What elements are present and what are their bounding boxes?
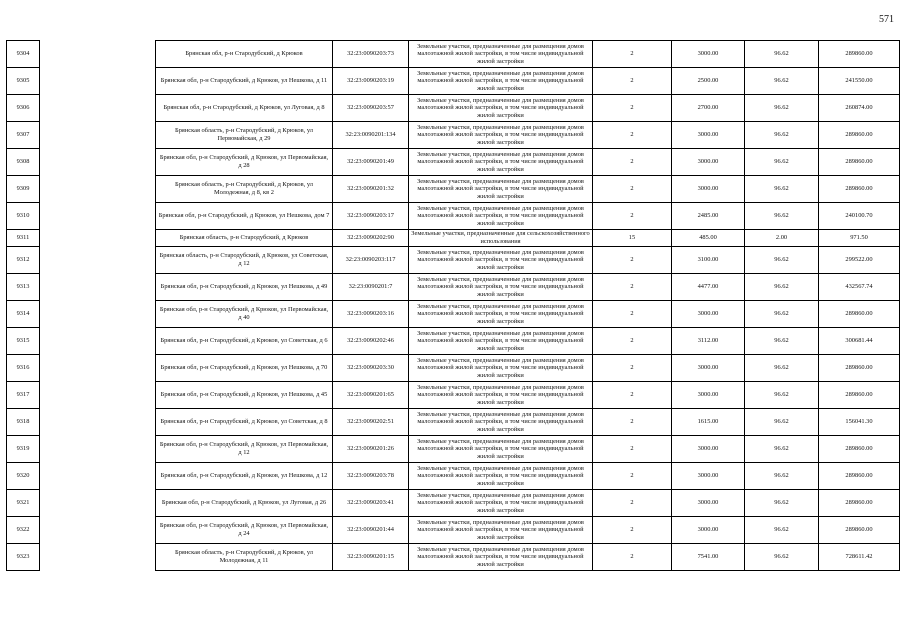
table-row	[7, 382, 900, 409]
spacer-cell	[40, 149, 156, 176]
land-category-cell: Земельные участки, предназначенные для размещения домов малоэтажной жилой застройки, в том числе индивидуальной жилой застройки	[409, 149, 593, 176]
area-cell: 2700.00	[672, 95, 745, 122]
table-row	[7, 301, 900, 328]
address-cell: Брянская обл, р-н Стародубский, д Крюков, ул Советская, д 6	[156, 328, 333, 355]
registry-rows	[7, 41, 900, 571]
specific-value-cell: 96.62	[745, 355, 819, 382]
group-count-cell: 2	[593, 176, 672, 203]
table-row	[7, 544, 900, 571]
specific-value-cell: 96.62	[745, 203, 819, 230]
table-row	[7, 95, 900, 122]
land-category-cell: Земельные участки, предназначенные для размещения домов малоэтажной жилой застройки, в том числе индивидуальной жилой застройки	[409, 490, 593, 517]
land-category-cell: Земельные участки, предназначенные для размещения домов малоэтажной жилой застройки, в том числе индивидуальной жилой застройки	[409, 122, 593, 149]
group-count-cell: 2	[593, 409, 672, 436]
group-count-cell: 2	[593, 68, 672, 95]
address-cell: Брянская обл, р-н Стародубский, д Крюков	[156, 41, 333, 68]
spacer-cell	[40, 409, 156, 436]
cadastral-number-cell: 32:23:0090203:41	[333, 490, 409, 517]
area-cell: 2500.00	[672, 68, 745, 95]
group-count-cell: 2	[593, 382, 672, 409]
spacer-cell	[40, 176, 156, 203]
land-category-cell: Земельные участки, предназначенные для размещения домов малоэтажной жилой застройки, в том числе индивидуальной жилой застройки	[409, 95, 593, 122]
area-cell: 3000.00	[672, 122, 745, 149]
row-number: 9310	[7, 203, 40, 230]
area-cell: 3000.00	[672, 301, 745, 328]
land-category-cell: Земельные участки, предназначенные для размещения домов малоэтажной жилой застройки, в том числе индивидуальной жилой застройки	[409, 382, 593, 409]
land-category-cell: Земельные участки, предназначенные для сельскохозяйственного использования	[409, 230, 593, 247]
area-cell: 485.00	[672, 230, 745, 247]
table-row	[7, 463, 900, 490]
table-row	[7, 149, 900, 176]
spacer-cell	[40, 382, 156, 409]
address-cell: Брянская обл, р-н Стародубский, д Крюков, ул Первомайская, д 24	[156, 517, 333, 544]
area-cell: 4477.00	[672, 274, 745, 301]
address-cell: Брянская обл, р-н Стародубский, д Крюков, ул Луговая, д 26	[156, 490, 333, 517]
land-category-cell: Земельные участки, предназначенные для размещения домов малоэтажной жилой застройки, в том числе индивидуальной жилой застройки	[409, 463, 593, 490]
address-cell: Брянская обл, р-н Стародубский, д Крюков, ул Нешкова, д 70	[156, 355, 333, 382]
row-number: 9323	[7, 544, 40, 571]
specific-value-cell: 96.62	[745, 328, 819, 355]
address-cell: Брянская обл, р-н Стародубский, д Крюков, ул Нешкова, дом 7	[156, 203, 333, 230]
spacer-cell	[40, 355, 156, 382]
area-cell: 3000.00	[672, 149, 745, 176]
row-number: 9308	[7, 149, 40, 176]
specific-value-cell: 96.62	[745, 95, 819, 122]
row-number: 9315	[7, 328, 40, 355]
specific-value-cell: 96.62	[745, 122, 819, 149]
table-row	[7, 490, 900, 517]
land-category-cell: Земельные участки, предназначенные для размещения домов малоэтажной жилой застройки, в том числе индивидуальной жилой застройки	[409, 301, 593, 328]
area-cell: 3112.00	[672, 328, 745, 355]
cadastral-value-cell: 289860.00	[819, 490, 900, 517]
row-number: 9307	[7, 122, 40, 149]
cadastral-number-cell: 32:23:0090201:32	[333, 176, 409, 203]
specific-value-cell: 96.62	[745, 409, 819, 436]
cadastral-value-cell: 289860.00	[819, 463, 900, 490]
land-category-cell: Земельные участки, предназначенные для размещения домов малоэтажной жилой застройки, в том числе индивидуальной жилой застройки	[409, 355, 593, 382]
group-count-cell: 2	[593, 95, 672, 122]
table-row	[7, 41, 900, 68]
cadastral-value-cell: 300681.44	[819, 328, 900, 355]
cadastral-value-cell: 289860.00	[819, 41, 900, 68]
land-category-cell: Земельные участки, предназначенные для размещения домов малоэтажной жилой застройки, в том числе индивидуальной жилой застройки	[409, 247, 593, 274]
cadastral-value-cell: 289860.00	[819, 176, 900, 203]
spacer-cell	[40, 490, 156, 517]
group-count-cell: 2	[593, 274, 672, 301]
address-cell: Брянская обл, р-н Стародубский, д Крюков, ул Советская, д 8	[156, 409, 333, 436]
area-cell: 3000.00	[672, 382, 745, 409]
specific-value-cell: 96.62	[745, 517, 819, 544]
specific-value-cell: 96.62	[745, 68, 819, 95]
specific-value-cell: 96.62	[745, 176, 819, 203]
cadastral-number-cell: 32:23:0090203:19	[333, 68, 409, 95]
cadastral-value-cell: 260874.00	[819, 95, 900, 122]
table-row	[7, 247, 900, 274]
area-cell: 3000.00	[672, 436, 745, 463]
spacer-cell	[40, 68, 156, 95]
spacer-cell	[40, 274, 156, 301]
spacer-cell	[40, 544, 156, 571]
cadastral-number-cell: 32:23:0090202:46	[333, 328, 409, 355]
group-count-cell: 2	[593, 517, 672, 544]
specific-value-cell: 96.62	[745, 149, 819, 176]
group-count-cell: 2	[593, 544, 672, 571]
cadastral-value-cell: 971.50	[819, 230, 900, 247]
area-cell: 1615.00	[672, 409, 745, 436]
specific-value-cell: 96.62	[745, 301, 819, 328]
address-cell: Брянская обл, р-н Стародубский, д Крюков, ул Первомайская, д 12	[156, 436, 333, 463]
page-number: 571	[879, 14, 894, 25]
row-number: 9305	[7, 68, 40, 95]
area-cell: 3000.00	[672, 463, 745, 490]
specific-value-cell: 96.62	[745, 274, 819, 301]
address-cell: Брянская обл, р-н Стародубский, д Крюков, ул Нешкова, д 45	[156, 382, 333, 409]
table-row	[7, 230, 900, 247]
group-count-cell: 2	[593, 490, 672, 517]
land-category-cell: Земельные участки, предназначенные для размещения домов малоэтажной жилой застройки, в том числе индивидуальной жилой застройки	[409, 41, 593, 68]
spacer-cell	[40, 328, 156, 355]
cadastral-value-cell: 156041.30	[819, 409, 900, 436]
specific-value-cell: 96.62	[745, 247, 819, 274]
cadastral-value-cell: 289860.00	[819, 517, 900, 544]
address-cell: Брянская обл, р-н Стародубский, д Крюков, ул Нешкова, д 12	[156, 463, 333, 490]
table-row	[7, 176, 900, 203]
area-cell: 7541.00	[672, 544, 745, 571]
address-cell: Брянская область, р-н Стародубский, д Крюков, ул Молодежная, д 8, кв 2	[156, 176, 333, 203]
table-row	[7, 409, 900, 436]
address-cell: Брянская область, р-н Стародубский, д Крюков, ул Первомайская, д 29	[156, 122, 333, 149]
cadastral-value-cell: 289860.00	[819, 382, 900, 409]
row-number: 9320	[7, 463, 40, 490]
table-row	[7, 436, 900, 463]
row-number: 9309	[7, 176, 40, 203]
cadastral-number-cell: 32:23:0090202:90	[333, 230, 409, 247]
cadastral-value-cell: 289860.00	[819, 122, 900, 149]
table-row	[7, 274, 900, 301]
group-count-cell: 2	[593, 149, 672, 176]
land-category-cell: Земельные участки, предназначенные для размещения домов малоэтажной жилой застройки, в том числе индивидуальной жилой застройки	[409, 517, 593, 544]
cadastral-number-cell: 32:23:0090201:49	[333, 149, 409, 176]
spacer-cell	[40, 203, 156, 230]
land-category-cell: Земельные участки, предназначенные для размещения домов малоэтажной жилой застройки, в том числе индивидуальной жилой застройки	[409, 328, 593, 355]
spacer-cell	[40, 517, 156, 544]
registry-table	[6, 40, 900, 571]
cadastral-number-cell: 32:23:0090203:30	[333, 355, 409, 382]
group-count-cell: 2	[593, 355, 672, 382]
cadastral-value-cell: 289860.00	[819, 436, 900, 463]
group-count-cell: 2	[593, 436, 672, 463]
cadastral-number-cell: 32:23:0090203:78	[333, 463, 409, 490]
cadastral-number-cell: 32:23:0090201:134	[333, 122, 409, 149]
address-cell: Брянская обл, р-н Стародубский, д Крюков, ул Луговая, д 8	[156, 95, 333, 122]
cadastral-number-cell: 32:23:0090201:15	[333, 544, 409, 571]
spacer-cell	[40, 301, 156, 328]
spacer-cell	[40, 41, 156, 68]
row-number: 9319	[7, 436, 40, 463]
area-cell: 3000.00	[672, 355, 745, 382]
address-cell: Брянская область, р-н Стародубский, д Крюков, ул Молодежная, д 11	[156, 544, 333, 571]
cadastral-value-cell: 289860.00	[819, 301, 900, 328]
cadastral-value-cell: 432567.74	[819, 274, 900, 301]
table-row	[7, 122, 900, 149]
group-count-cell: 2	[593, 41, 672, 68]
specific-value-cell: 96.62	[745, 544, 819, 571]
group-count-cell: 2	[593, 203, 672, 230]
spacer-cell	[40, 95, 156, 122]
row-number: 9304	[7, 41, 40, 68]
cadastral-number-cell: 32:23:0090202:51	[333, 409, 409, 436]
row-number: 9311	[7, 230, 40, 247]
row-number: 9306	[7, 95, 40, 122]
row-number: 9312	[7, 247, 40, 274]
area-cell: 3000.00	[672, 41, 745, 68]
row-number: 9318	[7, 409, 40, 436]
spacer-cell	[40, 122, 156, 149]
land-category-cell: Земельные участки, предназначенные для размещения домов малоэтажной жилой застройки, в том числе индивидуальной жилой застройки	[409, 544, 593, 571]
land-category-cell: Земельные участки, предназначенные для размещения домов малоэтажной жилой застройки, в том числе индивидуальной жилой застройки	[409, 274, 593, 301]
address-cell: Брянская область, р-н Стародубский, д Крюков, ул Советская, д 12	[156, 247, 333, 274]
group-count-cell: 15	[593, 230, 672, 247]
area-cell: 2485.00	[672, 203, 745, 230]
cadastral-number-cell: 32:23:0090201:7	[333, 274, 409, 301]
row-number: 9313	[7, 274, 40, 301]
row-number: 9314	[7, 301, 40, 328]
row-number: 9317	[7, 382, 40, 409]
row-number: 9316	[7, 355, 40, 382]
cadastral-number-cell: 32:23:0090201:44	[333, 517, 409, 544]
row-number: 9322	[7, 517, 40, 544]
specific-value-cell: 96.62	[745, 436, 819, 463]
land-category-cell: Земельные участки, предназначенные для размещения домов малоэтажной жилой застройки, в том числе индивидуальной жилой застройки	[409, 203, 593, 230]
address-cell: Брянская обл, р-н Стародубский, д Крюков, ул Нешкова, д 11	[156, 68, 333, 95]
cadastral-value-cell: 241550.00	[819, 68, 900, 95]
cadastral-value-cell: 289860.00	[819, 149, 900, 176]
row-number: 9321	[7, 490, 40, 517]
group-count-cell: 2	[593, 301, 672, 328]
table-row	[7, 517, 900, 544]
cadastral-number-cell: 32:23:0090203:57	[333, 95, 409, 122]
spacer-cell	[40, 247, 156, 274]
spacer-cell	[40, 230, 156, 247]
specific-value-cell: 96.62	[745, 382, 819, 409]
area-cell: 3000.00	[672, 490, 745, 517]
specific-value-cell: 96.62	[745, 463, 819, 490]
group-count-cell: 2	[593, 328, 672, 355]
land-category-cell: Земельные участки, предназначенные для размещения домов малоэтажной жилой застройки, в том числе индивидуальной жилой застройки	[409, 436, 593, 463]
address-cell: Брянская обл, р-н Стародубский, д Крюков, ул Нешкова, д 49	[156, 274, 333, 301]
cadastral-number-cell: 32:23:0090203:17	[333, 203, 409, 230]
cadastral-value-cell: 289860.00	[819, 355, 900, 382]
cadastral-value-cell: 728611.42	[819, 544, 900, 571]
spacer-cell	[40, 436, 156, 463]
land-category-cell: Земельные участки, предназначенные для размещения домов малоэтажной жилой застройки, в том числе индивидуальной жилой застройки	[409, 176, 593, 203]
table-row	[7, 203, 900, 230]
cadastral-number-cell: 32:23:0090201:26	[333, 436, 409, 463]
spacer-cell	[40, 463, 156, 490]
land-category-cell: Земельные участки, предназначенные для размещения домов малоэтажной жилой застройки, в том числе индивидуальной жилой застройки	[409, 68, 593, 95]
land-category-cell: Земельные участки, предназначенные для размещения домов малоэтажной жилой застройки, в том числе индивидуальной жилой застройки	[409, 409, 593, 436]
specific-value-cell: 96.62	[745, 490, 819, 517]
cadastral-number-cell: 32:23:0090203:16	[333, 301, 409, 328]
cadastral-number-cell: 32:23:0090203:73	[333, 41, 409, 68]
table-row	[7, 328, 900, 355]
address-cell: Брянская область, р-н Стародубский, д Крюков	[156, 230, 333, 247]
cadastral-value-cell: 240100.70	[819, 203, 900, 230]
table-row	[7, 355, 900, 382]
address-cell: Брянская обл, р-н Стародубский, д Крюков, ул Первомайская, д 28	[156, 149, 333, 176]
cadastral-number-cell: 32:23:0090203:117	[333, 247, 409, 274]
table-row	[7, 68, 900, 95]
cadastral-number-cell: 32:23:0090201:65	[333, 382, 409, 409]
area-cell: 3000.00	[672, 176, 745, 203]
specific-value-cell: 2.00	[745, 230, 819, 247]
cadastral-value-cell: 299522.00	[819, 247, 900, 274]
group-count-cell: 2	[593, 247, 672, 274]
group-count-cell: 2	[593, 463, 672, 490]
specific-value-cell: 96.62	[745, 41, 819, 68]
area-cell: 3100.00	[672, 247, 745, 274]
address-cell: Брянская обл, р-н Стародубский, д Крюков, ул Первомайская, д 40	[156, 301, 333, 328]
area-cell: 3000.00	[672, 517, 745, 544]
group-count-cell: 2	[593, 122, 672, 149]
